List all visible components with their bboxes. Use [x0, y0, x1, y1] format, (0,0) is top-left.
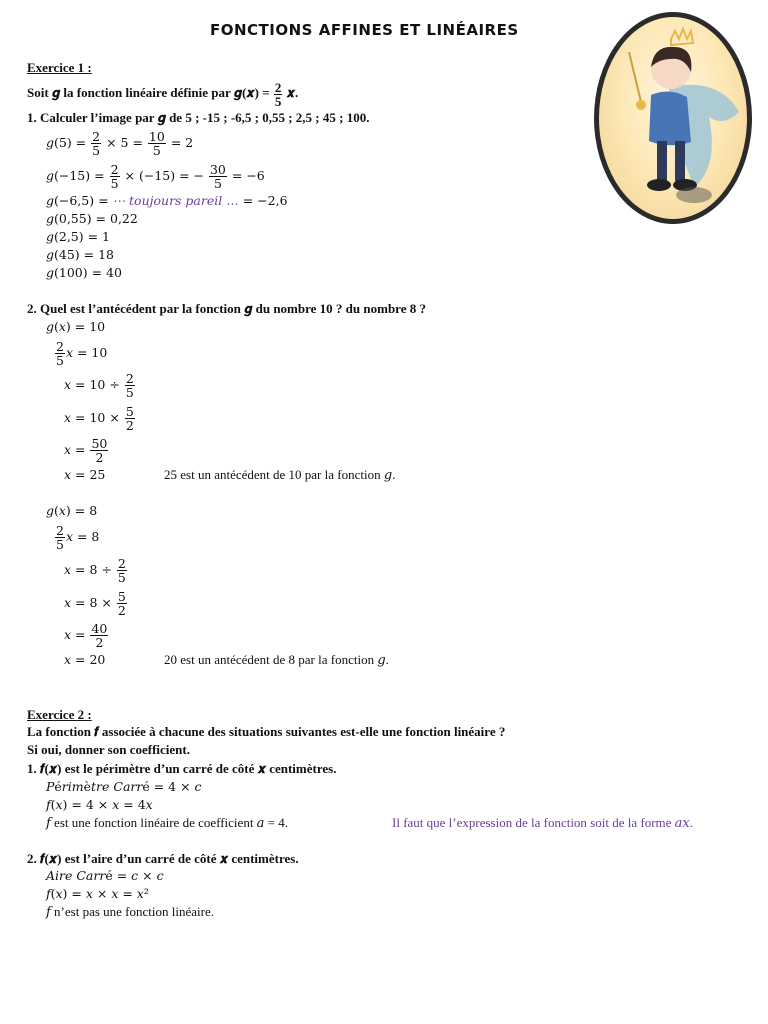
step-8-2: $\frac{2}{5}$ 𝑥 = 8 — [56, 523, 100, 552]
conclusion-8: 20 est un antécédent de 8 par la fonction 𝑔. — [164, 652, 389, 667]
step-8-6: 𝑥 = 20 — [64, 652, 106, 667]
perimeter-line: 𝑃é𝑟𝑖𝑚è𝑡𝑟𝑒 𝐶𝑎𝑟𝑟é = 4 × 𝑐 — [46, 779, 202, 794]
step-8-4: 𝑥 = 8 × $\frac{5}{2}$ — [64, 589, 126, 618]
question-1-1: 1. Calculer l’image par 𝒈 de 5 ; -15 ; -6,5 ; 0,55 ; 2,5 ; 45 ; 100. — [27, 110, 370, 125]
area-line: 𝐴𝑖𝑟𝑒 𝐶𝑎𝑟𝑟é = 𝑐 × 𝑐 — [46, 868, 164, 883]
calc-g-100: 𝑔(100) = 40 — [46, 265, 122, 280]
step-10-1: 𝑔(𝑥) = 10 — [46, 319, 106, 334]
annotation-toujours-pareil: ⋯ toujours pareil … — [112, 193, 239, 208]
step-8-1: 𝑔(𝑥) = 8 — [46, 503, 98, 518]
step-8-5: 𝑥 = $\frac{40}{2}$ — [64, 621, 108, 650]
question-2-2: 2. 𝒇(𝒙) est l’aire d’un carré de côté 𝒙 centimètres. — [27, 851, 299, 866]
little-prince-illustration — [594, 12, 752, 224]
question-2-1: 1. 𝒇(𝒙) est le périmètre d’un carré de côté 𝒙 centimètres. — [27, 761, 337, 776]
intro-fraction: $\frac{2}{5}$ — [274, 79, 282, 109]
perimeter-function: 𝑓(𝑥) = 4 × 𝑥 = 4𝑥 — [46, 797, 153, 812]
step-8-3: 𝑥 = 8 ÷ $\frac{2}{5}$ — [64, 556, 126, 585]
question-1-2: 2. Quel est l’antécédent par la fonction 𝒈 du nombre 10 ? du nombre 8 ? — [27, 301, 426, 316]
page-title: FONCTIONS AFFINES ET LINÉAIRES — [210, 21, 519, 39]
calc-g-2-5: 𝑔(2,5) = 1 — [46, 229, 111, 244]
calc-g-0-55: 𝑔(0,55) = 0,22 — [46, 211, 138, 226]
calc-g5: 𝑔(5) = $\frac{2}{5}$ × 5 = $\frac{10}{5}$ = 2 — [46, 129, 194, 158]
linear-form-note: Il faut que l’expression de la fonction soit de la forme 𝑎𝑥. — [392, 815, 693, 830]
step-10-3: 𝑥 = 10 ÷ $\frac{2}{5}$ — [64, 371, 134, 400]
area-conclusion: 𝑓 n’est pas une fonction linéaire. — [46, 904, 214, 919]
calc-g-6-5: 𝑔(−6,5) = ⋯ toujours pareil … = −2,6 — [46, 193, 288, 208]
step-10-4: 𝑥 = 10 × $\frac{5}{2}$ — [64, 404, 134, 433]
exercise-2-intro-1: La fonction 𝒇 associée à chacune des situations suivantes est-elle une fonction linéaire ? — [27, 724, 506, 739]
prince-icon — [599, 17, 747, 219]
exercise-1-intro: Soit 𝒈 la fonction linéaire définie par 𝒈(𝒙) = $\frac{2}{5}$ 𝒙. — [27, 79, 299, 109]
step-10-2: $\frac{2}{5}$ 𝑥 = 10 — [56, 339, 108, 368]
step-10-5: 𝑥 = $\frac{50}{2}$ — [64, 436, 108, 465]
conclusion-10: 25 est un antécédent de 10 par la fonction 𝑔. — [164, 467, 396, 482]
step-10-6: 𝑥 = 25 — [64, 467, 106, 482]
area-function: 𝑓(𝑥) = 𝑥 × 𝑥 = 𝑥² — [46, 886, 149, 901]
exercise-1-heading: Exercice 1 : — [27, 60, 92, 75]
exercise-2-heading: Exercice 2 : — [27, 707, 92, 722]
exercise-2-intro-2: Si oui, donner son coefficient. — [27, 742, 190, 757]
calc-g-15: 𝑔(−15) = $\frac{2}{5}$ × (−15) = − $\frac{30}{5}$ = −6 — [46, 162, 265, 191]
calc-g-45: 𝑔(45) = 18 — [46, 247, 114, 262]
perimeter-conclusion: 𝑓 est une fonction linéaire de coefficient 𝑎 = 4. — [46, 815, 289, 830]
